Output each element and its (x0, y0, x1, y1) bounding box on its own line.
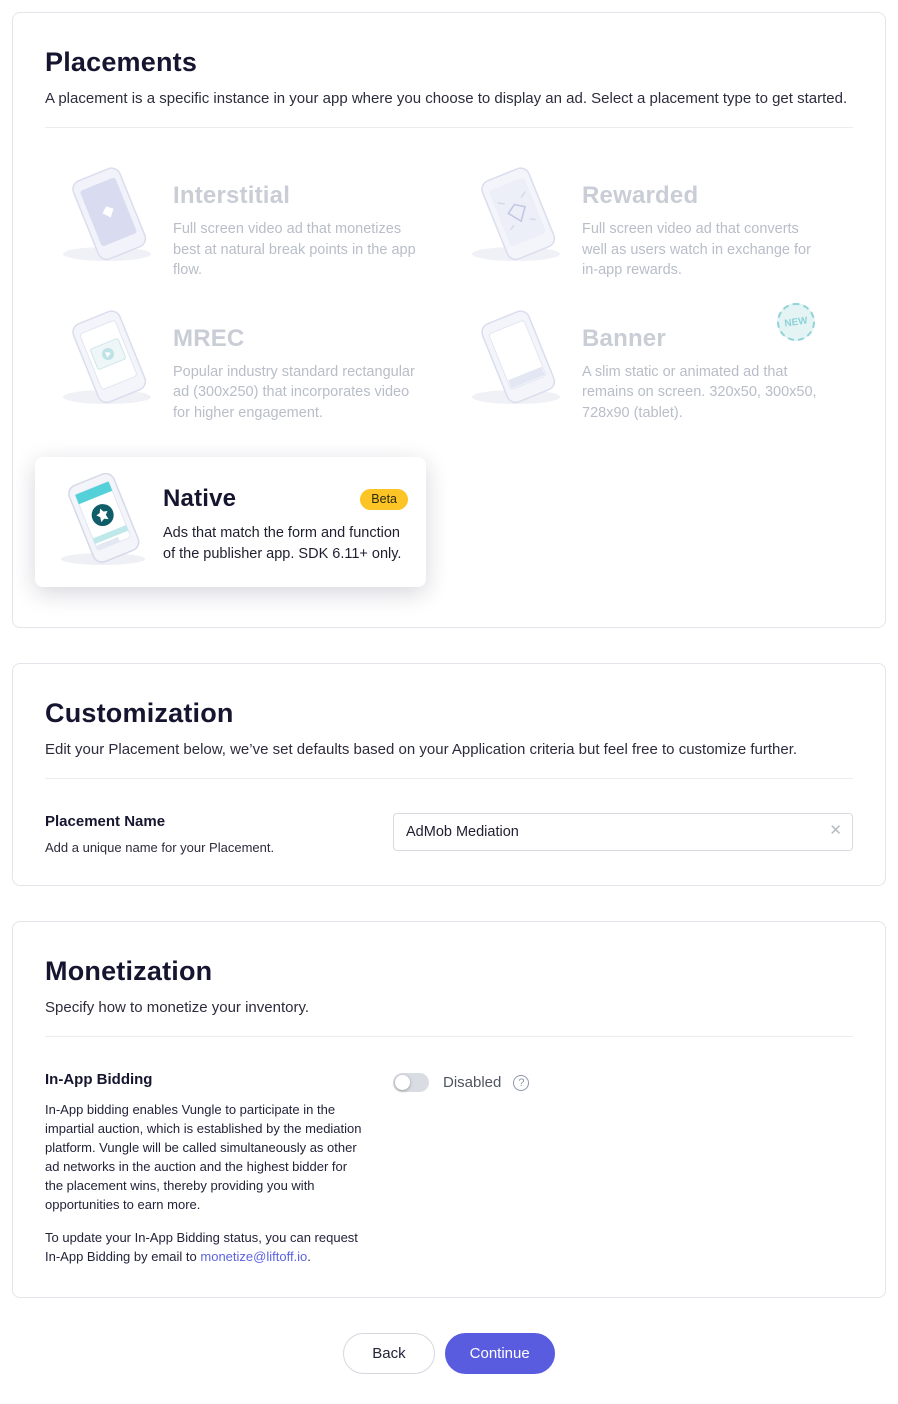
customization-card (12, 663, 886, 886)
in-app-bidding-toggle[interactable] (393, 1073, 429, 1092)
in-app-bidding-label: In-App Bidding (45, 1071, 153, 1089)
monetization-title: Monetization (45, 956, 213, 987)
placement-name-input[interactable] (393, 813, 853, 851)
clear-input-icon[interactable]: ✕ (829, 822, 842, 840)
toggle-knob (395, 1075, 410, 1090)
placement-type-description: Full screen video ad that monetizes best at natural break points in the app flow. (173, 221, 416, 279)
placement-type-banner[interactable] (454, 315, 853, 424)
beta-badge: Beta (360, 489, 408, 510)
placement-name-label: Placement Name (45, 813, 166, 831)
placement-name-helper: Add a unique name for your Placement. (45, 840, 275, 856)
divider (45, 127, 853, 128)
monetization-subtitle: Specify how to monetize your inventory. (45, 999, 310, 1017)
banner-phone-icon (454, 309, 582, 409)
in-app-bidding-request-text: To update your In-App Bidding status, you can request In-App Bidding by email to monetize@liftoff.io. (45, 1230, 358, 1265)
continue-button[interactable]: Continue (445, 1333, 555, 1374)
mrec-phone-icon (45, 309, 173, 409)
placement-type-title: Interstitial (173, 182, 291, 209)
placement-type-title: Rewarded (582, 182, 699, 209)
customization-title: Customization (45, 698, 234, 729)
placement-type-description: Popular industry standard rectangular ad (300x250) that incorporates video for higher engagement. (173, 363, 415, 421)
in-app-bidding-row (45, 1071, 853, 1267)
placement-name-field-row (45, 813, 853, 855)
divider (45, 1036, 853, 1037)
rewarded-phone-icon (454, 166, 582, 266)
footer-actions (12, 1333, 886, 1374)
placement-type-grid (45, 172, 853, 597)
placements-subtitle: A placement is a specific instance in your app where you choose to display an ad. Select a placement type to get started. (45, 90, 848, 107)
interstitial-phone-icon (45, 166, 173, 266)
placement-type-mrec[interactable] (45, 315, 444, 424)
placement-type-description: A slim static or animated ad that remains on screen. 320x50, 300x50, 728x90 (tablet). (582, 363, 817, 421)
placement-type-title: MREC (173, 324, 245, 352)
help-icon[interactable]: ? (513, 1075, 529, 1091)
placement-type-title: Banner (582, 324, 666, 352)
placement-type-rewarded[interactable] (454, 172, 853, 281)
native-phone-icon (45, 473, 163, 569)
in-app-bidding-status: Disabled (443, 1074, 502, 1092)
placement-type-description: Full screen video ad that converts well as users watch in exchange for in-app rewards. (582, 221, 811, 279)
back-button[interactable]: Back (343, 1333, 434, 1374)
new-badge: NEW (775, 300, 818, 343)
monetization-card (12, 921, 886, 1298)
monetize-email-link[interactable]: monetize@liftoff.io (200, 1249, 308, 1265)
placements-card (12, 12, 886, 628)
divider (45, 778, 853, 779)
placement-type-description: Ads that match the form and function of the publisher app. SDK 6.11+ only. (163, 525, 402, 563)
placement-type-title: Native (163, 485, 237, 513)
placements-title: Placements (45, 47, 198, 77)
customization-subtitle: Edit your Placement below, we’ve set defaults based on your Application criteria but feel free to customize further. (45, 741, 798, 759)
placement-type-interstitial[interactable] (45, 172, 444, 281)
in-app-bidding-description: In-App bidding enables Vungle to participate in the impartial auction, which is established by the mediation platform. Vungle will be called simultaneously as other ad networks in the auction and the highest bidder for the placement wins, thereby providing you with opportunities to earn more. (45, 1102, 362, 1213)
placement-type-native[interactable] (35, 457, 426, 587)
